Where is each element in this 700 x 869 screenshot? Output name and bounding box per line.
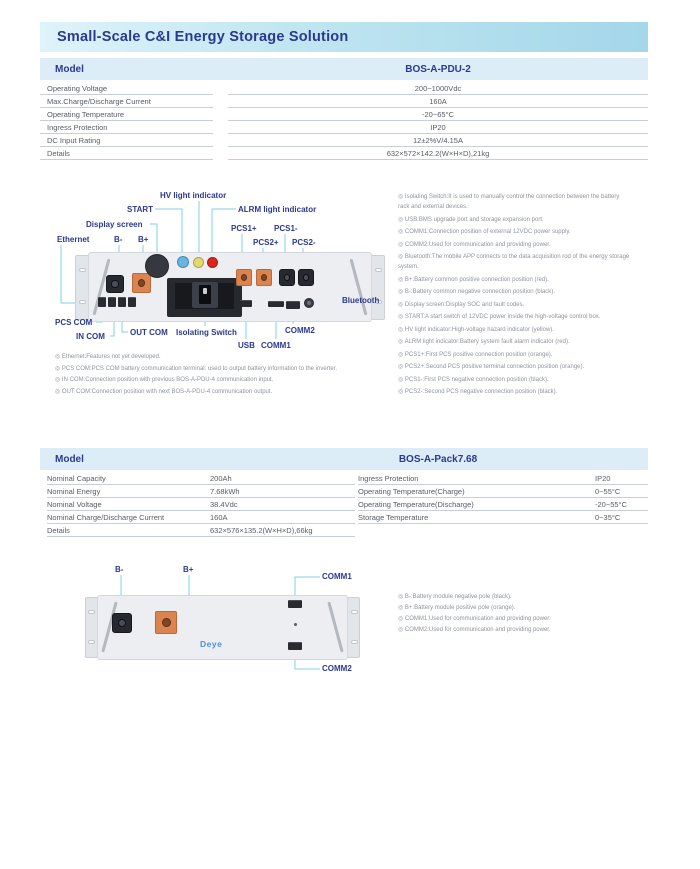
note-item: ◎ Bluetooth:The mobile APP connects to the data acquisition rod of the energy storage system. (398, 254, 630, 270)
label-pcs1-plus: PCS1+ (231, 224, 257, 233)
pcs2-minus-connector (298, 269, 314, 286)
label-comm2: COMM2 (285, 326, 315, 335)
row-value: IP20 (228, 121, 648, 134)
note-item: ◎ ALRM light indicator:Battery system fault alarm indicator (red). (398, 339, 570, 345)
table-row (40, 108, 648, 121)
deye-logo: Deye (200, 639, 223, 649)
table-pdu (40, 58, 648, 160)
note-item: ◎ HV light indicator:High-voltage hazard indicator (yellow). (398, 326, 554, 333)
label-display-screen: Display screen (86, 220, 143, 229)
row-label: Nominal Voltage (47, 499, 102, 509)
hv-indicator-light (193, 257, 204, 268)
pack-chassis (97, 595, 348, 660)
note-item: ◎ START:A start switch of 12VDC power inside the high-voltage control box. (398, 314, 601, 320)
mount-flange-right (370, 255, 385, 320)
table-pack-header (40, 448, 648, 470)
row-label: Storage Temperature (358, 512, 429, 522)
table-row (40, 121, 648, 134)
out-com-port (128, 297, 136, 307)
table-row (40, 95, 648, 108)
note-item: ◎ Ethernet:Features not yet developed. (55, 354, 161, 360)
table-pack (40, 448, 648, 537)
label-start: START (127, 205, 154, 214)
table-row (40, 147, 648, 160)
label-alrm-indicator: ALRM light indicator (238, 205, 317, 214)
pdu-notes-right (398, 192, 630, 400)
note-item: ◎ COMM1:Connection position of external 12VDC power supply. (398, 229, 571, 235)
b-minus-connector (112, 613, 132, 633)
label-pcs2-minus: PCS2- (292, 238, 316, 247)
comm1-port (268, 301, 284, 307)
table-row (47, 498, 355, 511)
pack-specs-right (358, 472, 648, 537)
usb-port (240, 300, 252, 307)
pcs-com-port (98, 297, 106, 307)
label-bluetooth: Bluetooth (342, 296, 380, 305)
note-item: ◎ B-:Battery module negative pole (black). (398, 594, 512, 600)
pcs1-plus-connector (236, 269, 252, 286)
model-header-label: Model (55, 453, 84, 465)
label-comm1: COMM1 (322, 572, 352, 581)
row-label: Details (47, 525, 70, 535)
label-pcs1-minus: PCS1- (274, 224, 298, 233)
table-row (47, 511, 355, 524)
pdu-notes-left (55, 352, 400, 398)
note-item: ◎ PCS1+:First PCS positive connection position (orange). (398, 351, 553, 358)
note-item: ◎ B-:Battery common negative connection position (black). (398, 289, 555, 295)
comm2-port (288, 642, 302, 650)
note-item: ◎ PCS1-:First PCS negative connection position (black). (398, 376, 549, 383)
row-value: 38.4Vdc (210, 499, 238, 509)
row-label: Operating Temperature(Charge) (358, 486, 465, 496)
note-item: ◎ COMM2:Used for communication and providing power. (398, 241, 551, 248)
indicator-dot (294, 623, 297, 626)
note-item: ◎ B+:Battery module positive pole (orange). (398, 605, 516, 611)
pcs1-minus-connector (279, 269, 295, 286)
table-row (358, 511, 648, 524)
model-name: BOS-A-PDU-2 (405, 63, 471, 75)
row-value: 632×572×142.2(W×H×D),21kg (228, 147, 648, 160)
row-label: Ingress Protection (358, 473, 419, 483)
model-name: BOS-A-Pack7.68 (398, 453, 478, 465)
table-pdu-header (40, 58, 648, 80)
label-b-plus: B+ (183, 565, 194, 574)
row-value: 160A (210, 512, 228, 522)
model-header-label: Model (55, 63, 84, 75)
table-row (47, 485, 355, 498)
row-label: Nominal Charge/Discharge Current (47, 512, 165, 522)
row-label: Operating Voltage (40, 82, 213, 95)
note-item: ◎ USB:BMS upgrade port and storage expansion port. (398, 216, 544, 223)
row-value: 12±2%V/4.15A (228, 134, 648, 147)
row-label: Operating Temperature (40, 108, 213, 121)
row-value: -20~55°C (595, 499, 627, 509)
note-item: ◎ B+:Battery common positive connection position (red). (398, 276, 549, 283)
note-item: ◎ COMM1:Used for communication and providing power. (398, 616, 551, 622)
row-value: 0~35°C (595, 512, 621, 522)
row-value: 632×576×135.2(W×H×D),66kg (210, 525, 313, 535)
isolating-switch-panel (167, 278, 242, 317)
note-item: ◎ Isolating Switch:It is used to manually control the connection between the battery rack and external devices. (398, 194, 620, 210)
comm1-port (288, 600, 302, 608)
row-label: DC Input Rating (40, 134, 213, 147)
label-pcs-com: PCS COM (55, 318, 93, 327)
label-in-com: IN COM (76, 332, 105, 341)
pcs2-plus-connector (256, 269, 272, 286)
label-usb: USB (238, 341, 255, 350)
row-value: 200Ah (210, 473, 232, 483)
note-item: ◎ PCS2-:Second PCS negative connection position (black). (398, 389, 558, 395)
alrm-indicator-light (207, 257, 218, 268)
row-value: 0~55°C (595, 486, 621, 496)
label-pcs2-plus: PCS2+ (253, 238, 279, 247)
in-com-port (118, 297, 126, 307)
label-ethernet: Ethernet (57, 235, 90, 244)
row-label: Nominal Energy (47, 486, 101, 496)
row-label: Ingress Protection (40, 121, 213, 134)
note-item: ◎ PCS COM:PCS COM battery communication terminal: used to output battery information to the inverter. (55, 365, 338, 372)
row-value: -20~65°C (228, 108, 648, 121)
title-banner (40, 22, 648, 52)
label-out-com: OUT COM (130, 328, 168, 337)
label-isolating-switch: Isolating Switch (176, 328, 237, 337)
pack-specs-left (47, 472, 355, 537)
table-row (358, 485, 648, 498)
label-b-minus: B- (114, 235, 123, 244)
page-title: Small-Scale C&I Energy Storage Solution (57, 29, 349, 45)
label-hv-indicator: HV light indicator (160, 191, 227, 200)
table-row (40, 82, 648, 95)
b-minus-connector (106, 275, 124, 293)
b-plus-connector (155, 611, 177, 634)
row-value: 160A (228, 95, 648, 108)
row-value: 200~1000Vdc (228, 82, 648, 95)
row-label: Nominal Capacity (47, 473, 106, 483)
row-label: Max.Charge/Discharge Current (40, 95, 213, 108)
row-value: IP20 (595, 473, 611, 483)
label-b-minus: B- (115, 565, 124, 574)
table-row (358, 498, 648, 511)
label-comm2: COMM2 (322, 664, 352, 673)
pack-notes (398, 592, 688, 636)
b-plus-connector (132, 273, 151, 293)
table-row (47, 472, 355, 485)
note-item: ◎ Display screen:Display SOC and fault codes. (398, 301, 525, 308)
comm2-port (286, 301, 300, 309)
isolating-switch (199, 285, 211, 304)
table-row (40, 134, 648, 147)
label-comm1: COMM1 (261, 341, 291, 350)
pcs-com-port (108, 297, 116, 307)
row-value: 7.68kWh (210, 486, 240, 496)
note-item: ◎ OUT COM:Connection position with next BOS-A-PDU-4 communication output. (55, 388, 273, 395)
start-button (177, 256, 189, 268)
bluetooth-button (304, 298, 314, 308)
note-item: ◎ COMM2:Used for communication and providing power. (398, 627, 551, 633)
table-row (358, 472, 648, 485)
table-row (47, 524, 355, 537)
note-item: ◎ PCS2+:Second PCS positive terminal connection position (orange). (398, 364, 585, 370)
note-item: ◎ IN COM:Connection position with previous BOS-A-PDU-4 communication input. (55, 377, 274, 383)
row-label: Operating Temperature(Discharge) (358, 499, 474, 509)
mount-flange-right (347, 597, 360, 658)
label-b-plus: B+ (138, 235, 149, 244)
row-label: Details (40, 147, 213, 160)
display-screen (145, 254, 169, 278)
